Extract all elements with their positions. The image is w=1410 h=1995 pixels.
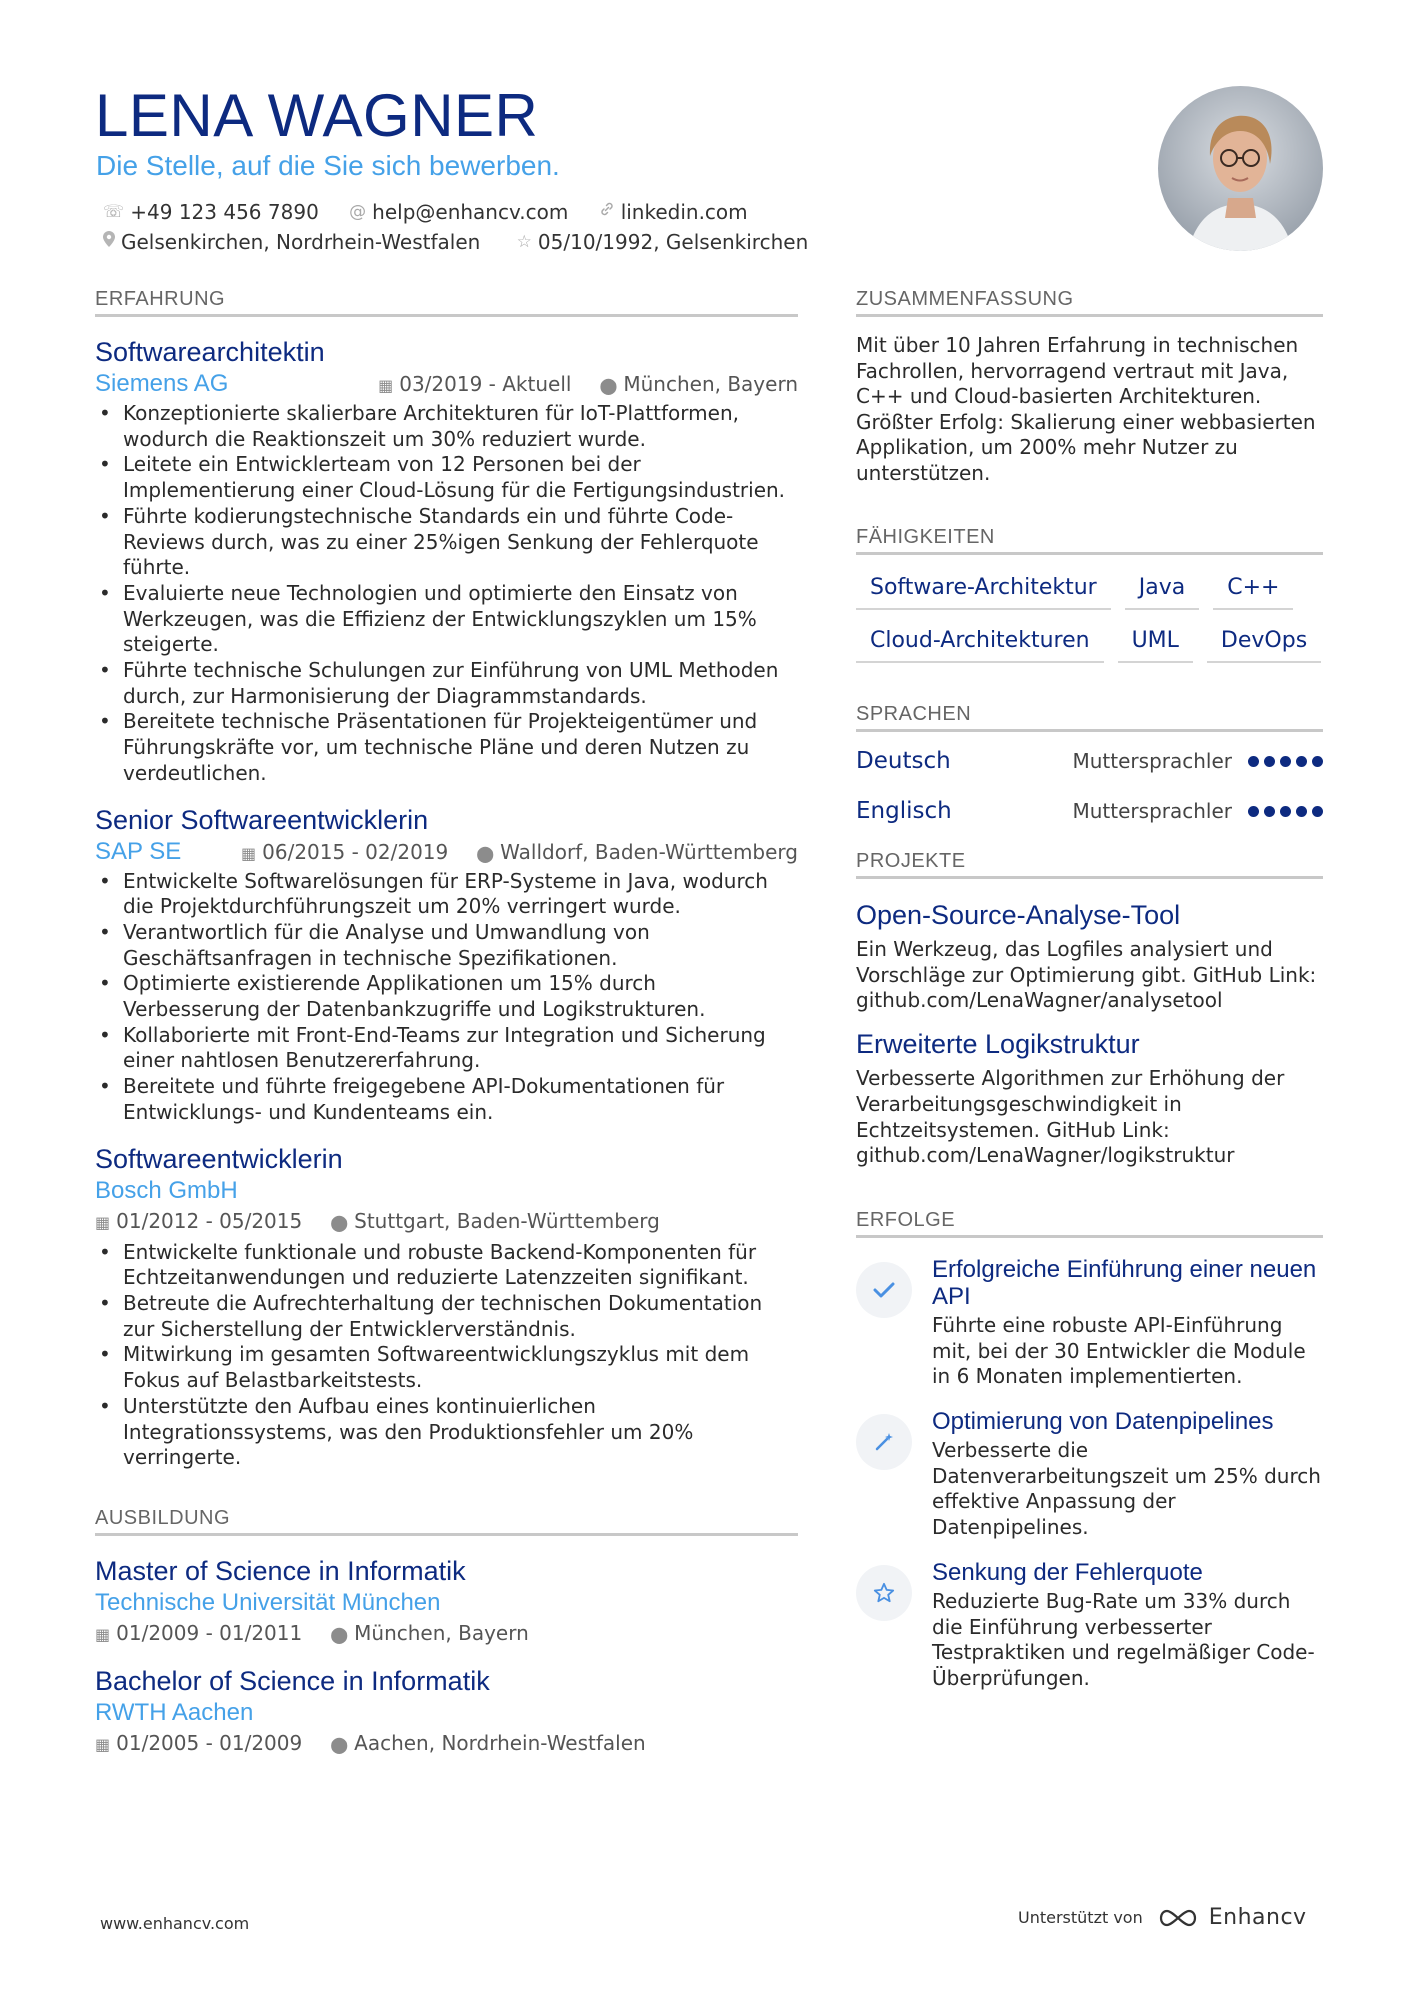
languages-heading: SPRACHEN [856, 703, 1323, 732]
bullet-item: • Führte kodierungstechnische Standards ein und führte Code-Reviews durch, was zu einer 25%igen Senkung der Fehlerquote führte. [95, 504, 798, 581]
achievement-entry [856, 1559, 1323, 1692]
languages-list [856, 736, 1323, 836]
bullet-item: • Bereitete und führte freigegebene API-Dokumentationen für Entwicklungs- und Kundenteams ein. [95, 1074, 798, 1125]
education-entry [95, 1554, 798, 1650]
edu-location-text: Aachen, Nordrhein-Westfalen [354, 1730, 646, 1755]
calendar-icon: ▦ [95, 1624, 111, 1644]
achievement-entry [856, 1408, 1323, 1541]
contact-row-2 [103, 228, 832, 254]
bullet-item: • Kollaborierte mit Front-End-Teams zur Integration und Sicherung einer nahtlosen Benutzererfahrung. [95, 1023, 798, 1074]
job-title: Softwareentwicklerin [95, 1143, 343, 1174]
location-pin-icon: ⬤ [330, 1624, 349, 1644]
school-name: Technische Universität München [95, 1588, 441, 1616]
achievement-description: Führte eine robuste API-Einführung mit, bei der 30 Entwickler die Module in 6 Monaten implementierten. [932, 1312, 1306, 1389]
bullet-item: • Mitwirkung im gesamten Softwareentwicklungszyklus mit dem Fokus auf Belastbarkeitstests. [95, 1342, 798, 1393]
location-pin-icon [103, 231, 115, 252]
job-meta [378, 372, 798, 396]
project-description: Verbesserte Algorithmen zur Erhöhung der Verarbeitungsgeschwindigkeit in Echtzeitsystemen. GitHub Link: github.com/LenaWagner/logikstruktur [856, 1066, 1285, 1168]
job-location-text: Walldorf, Baden-Württemberg [500, 839, 798, 864]
enhancv-brand-text: Enhancv [1208, 1905, 1307, 1930]
achievement-title: Senkung der Fehlerquote [932, 1558, 1203, 1586]
calendar-icon: ▦ [378, 376, 394, 395]
education-heading: AUSBILDUNG [95, 1507, 798, 1536]
edu-dates-text: 01/2009 - 01/2011 [116, 1620, 303, 1645]
bullet-item: • Entwickelte funktionale und robuste Backend-Komponenten für Echtzeitanwendungen und reduzierte Latenzzeiten signifikant. [95, 1240, 798, 1291]
star-icon [856, 1565, 912, 1621]
job-dates-text: 03/2019 - Aktuell [399, 372, 572, 396]
project-title: Open-Source-Analyse-Tool [856, 900, 1181, 930]
job-title: Softwarearchitektin [95, 337, 325, 367]
job-meta-row [95, 837, 798, 867]
link-icon [599, 201, 615, 222]
job-subtitle: Die Stelle, auf die Sie sich bewerben. [96, 150, 560, 181]
contact-row-1 [103, 198, 772, 224]
achievement-entry [856, 1256, 1323, 1390]
skills-heading: FÄHIGKEITEN [856, 526, 1323, 555]
education-entry [95, 1664, 798, 1760]
edu-dates [95, 1618, 302, 1650]
location-pin-icon: ⬤ [330, 1212, 349, 1232]
job-entry [95, 803, 798, 1126]
location-pin-icon: ⬤ [330, 1734, 349, 1754]
skill-tag: Software-Architektur [856, 569, 1111, 610]
job-meta [241, 840, 798, 864]
job-dates [378, 372, 571, 396]
bullet-item: • Entwickelte Softwarelösungen für ERP-Systeme in Java, wodurch die Projektdurchführungszeit um 20% verringert wurde. [95, 869, 798, 920]
job-title: Senior Softwareentwicklerin [95, 804, 429, 835]
bullet-item: • Verantwortlich für die Analyse und Umwandlung von Geschäftsanfragen in technische Spezifikationen. [95, 920, 798, 971]
job-dates [241, 840, 448, 864]
language-dots [1248, 806, 1323, 817]
left-column [95, 288, 798, 1760]
calendar-icon: ▦ [95, 1212, 111, 1232]
level-dot [1296, 756, 1307, 767]
skill-tag: DevOps [1207, 622, 1321, 663]
job-entry [95, 1142, 798, 1471]
level-dot [1264, 806, 1275, 817]
skill-tag: Java [1125, 569, 1199, 610]
footer-website: www.enhancv.com [100, 1914, 250, 1933]
level-dot [1248, 756, 1259, 767]
edu-dates [95, 1728, 302, 1760]
location-text: Gelsenkirchen, Nordrhein-Westfalen [121, 229, 481, 254]
company-name: Siemens AG [95, 370, 229, 397]
achievement-body [932, 1408, 1323, 1541]
level-dot [1312, 806, 1323, 817]
email-item [349, 200, 568, 224]
bullet-item: • Führte technische Schulungen zur Einführung von UML Methoden durch, zur Harmonisierung der Diagrammstandards. [95, 658, 798, 709]
job-bullets [95, 1240, 798, 1471]
experience-heading: ERFAHRUNG [95, 288, 798, 317]
bullet-item: • Unterstützte den Aufbau eines kontinuierlichen Integrationssystems, was den Produktionsfehler um 20% verringerte. [95, 1394, 798, 1471]
job-location-text: München, Bayern [623, 372, 798, 396]
phone-item [103, 200, 319, 224]
job-location [476, 840, 798, 864]
footer-powered-by [1018, 1905, 1307, 1930]
phone-text: +49 123 456 7890 [130, 200, 319, 224]
level-dot [1264, 756, 1275, 767]
company-name: SAP SE [95, 837, 182, 865]
projects-heading: PROJEKTE [856, 850, 1323, 879]
calendar-icon: ▦ [95, 1734, 111, 1754]
achievement-description: Verbesserte die Datenverarbeitungszeit um 25% durch effektive Anpassung der Datenpipelines. [932, 1438, 1321, 1540]
summary-text: Mit über 10 Jahren Erfahrung in technischen Fachrollen, hervorragend vertraut mit Java, C++ und Cloud-basierten Architekturen. Größter Erfolg: Skalierung einer webbasierten Applikation, um 200% mehr Nutzer zu unterstützen. [856, 333, 1316, 485]
linkedin-text: linkedin.com [620, 199, 748, 224]
profile-photo [1158, 86, 1323, 251]
powered-by-text: Unterstützt von [1018, 1908, 1143, 1927]
skill-tag: UML [1118, 622, 1193, 663]
language-level: Muttersprachler [1072, 799, 1232, 823]
language-level: Muttersprachler [1072, 749, 1232, 773]
project-description: Ein Werkzeug, das Logfiles analysiert und Vorschläge zur Optimierung gibt. GitHub Link: github.com/LenaWagner/analysetool [856, 937, 1317, 1013]
achievement-description: Reduzierte Bug-Rate um 33% durch die Einführung verbesserter Testpraktiken und regelmäßiger Code-Überprüfungen. [932, 1588, 1315, 1690]
level-dot [1248, 806, 1259, 817]
location-item [103, 230, 480, 254]
language-name: Englisch [856, 798, 952, 824]
enhancv-logo-icon [1155, 1907, 1201, 1929]
candidate-name: LENA WAGNER [95, 82, 539, 149]
job-dates [95, 1206, 302, 1238]
job-entry [95, 335, 798, 787]
email-text: help@enhancv.com [372, 200, 569, 224]
job-dates-text: 01/2012 - 05/2015 [116, 1208, 303, 1233]
school-name: RWTH Aachen [95, 1698, 254, 1726]
achievement-title: Optimierung von Datenpipelines [932, 1408, 1274, 1436]
bullet-item: • Betreute die Aufrechterhaltung der technischen Dokumentation zur Sicherstellung der Entwicklerverständnis. [95, 1291, 798, 1342]
company-name: Bosch GmbH [95, 1176, 238, 1204]
job-location-text: Stuttgart, Baden-Württemberg [354, 1208, 660, 1233]
language-dots [1248, 756, 1323, 767]
edu-location-text: München, Bayern [354, 1620, 529, 1645]
right-column [856, 288, 1323, 1692]
skill-tag: Cloud-Architekturen [856, 622, 1104, 663]
degree-title: Master of Science in Informatik [95, 1555, 466, 1586]
project-title: Erweiterte Logikstruktur [856, 1029, 1140, 1060]
level-dot [1312, 756, 1323, 767]
skills-list [856, 569, 1323, 663]
education-meta [95, 1728, 798, 1760]
level-dot [1296, 806, 1307, 817]
bullet-item: • Konzeptionierte skalierbare Architekturen für IoT-Plattformen, wodurch die Reaktionszeit um 30% reduziert wurde. [95, 401, 798, 452]
birth-item [517, 230, 809, 254]
bullet-item: • Leitete ein Entwicklerteam von 12 Personen bei der Implementierung einer Cloud-Lösung für die Fertigungsindustrien. [95, 452, 798, 503]
phone-icon: ☏ [103, 202, 125, 222]
bullet-item: • Evaluierte neue Technologien und optimierte den Einsatz von Werkzeugen, was die Effizienz der Entwicklungszyklen um 15% steigerte. [95, 581, 798, 658]
summary-heading: ZUSAMMENFASSUNG [856, 288, 1323, 317]
language-row [856, 786, 1323, 836]
calendar-icon: ▦ [241, 843, 257, 863]
achievement-body [932, 1256, 1323, 1390]
bullet-item: • Bereitete technische Präsentationen für Projekteigentümer und Führungskräfte vor, um technische Pläne und deren Nutzen zu verdeutlichen. [95, 709, 798, 786]
education-meta [95, 1618, 798, 1650]
language-name: Deutsch [856, 748, 951, 774]
birth-text: 05/10/1992, Gelsenkirchen [537, 230, 809, 254]
edu-location [330, 1728, 645, 1760]
job-location [330, 1206, 660, 1238]
job-bullets [95, 869, 798, 1126]
job-meta [95, 1206, 798, 1238]
achievement-body [932, 1559, 1323, 1692]
at-icon: @ [349, 202, 367, 222]
language-row [856, 736, 1323, 786]
skill-tag: C++ [1213, 569, 1293, 610]
job-location [599, 372, 798, 396]
star-outline-icon: ☆ [516, 232, 532, 252]
location-pin-icon: ⬤ [599, 376, 618, 395]
level-dot [1280, 806, 1291, 817]
check-icon [856, 1262, 912, 1318]
location-pin-icon: ⬤ [476, 843, 495, 863]
wand-icon [856, 1414, 912, 1470]
linkedin-item [599, 200, 748, 224]
level-dot [1280, 756, 1291, 767]
bullet-item: • Optimierte existierende Applikationen um 15% durch Verbesserung der Datenbankzugriffe und Logikstrukturen. [95, 971, 798, 1022]
job-dates-text: 06/2015 - 02/2019 [262, 839, 449, 864]
job-meta-row [95, 369, 798, 399]
achievement-title: Erfolgreiche Einführung einer neuen API [932, 1255, 1317, 1310]
edu-location [330, 1618, 529, 1650]
degree-title: Bachelor of Science in Informatik [95, 1665, 490, 1696]
job-bullets [95, 401, 798, 787]
achievements-heading: ERFOLGE [856, 1209, 1323, 1238]
edu-dates-text: 01/2005 - 01/2009 [116, 1730, 303, 1755]
